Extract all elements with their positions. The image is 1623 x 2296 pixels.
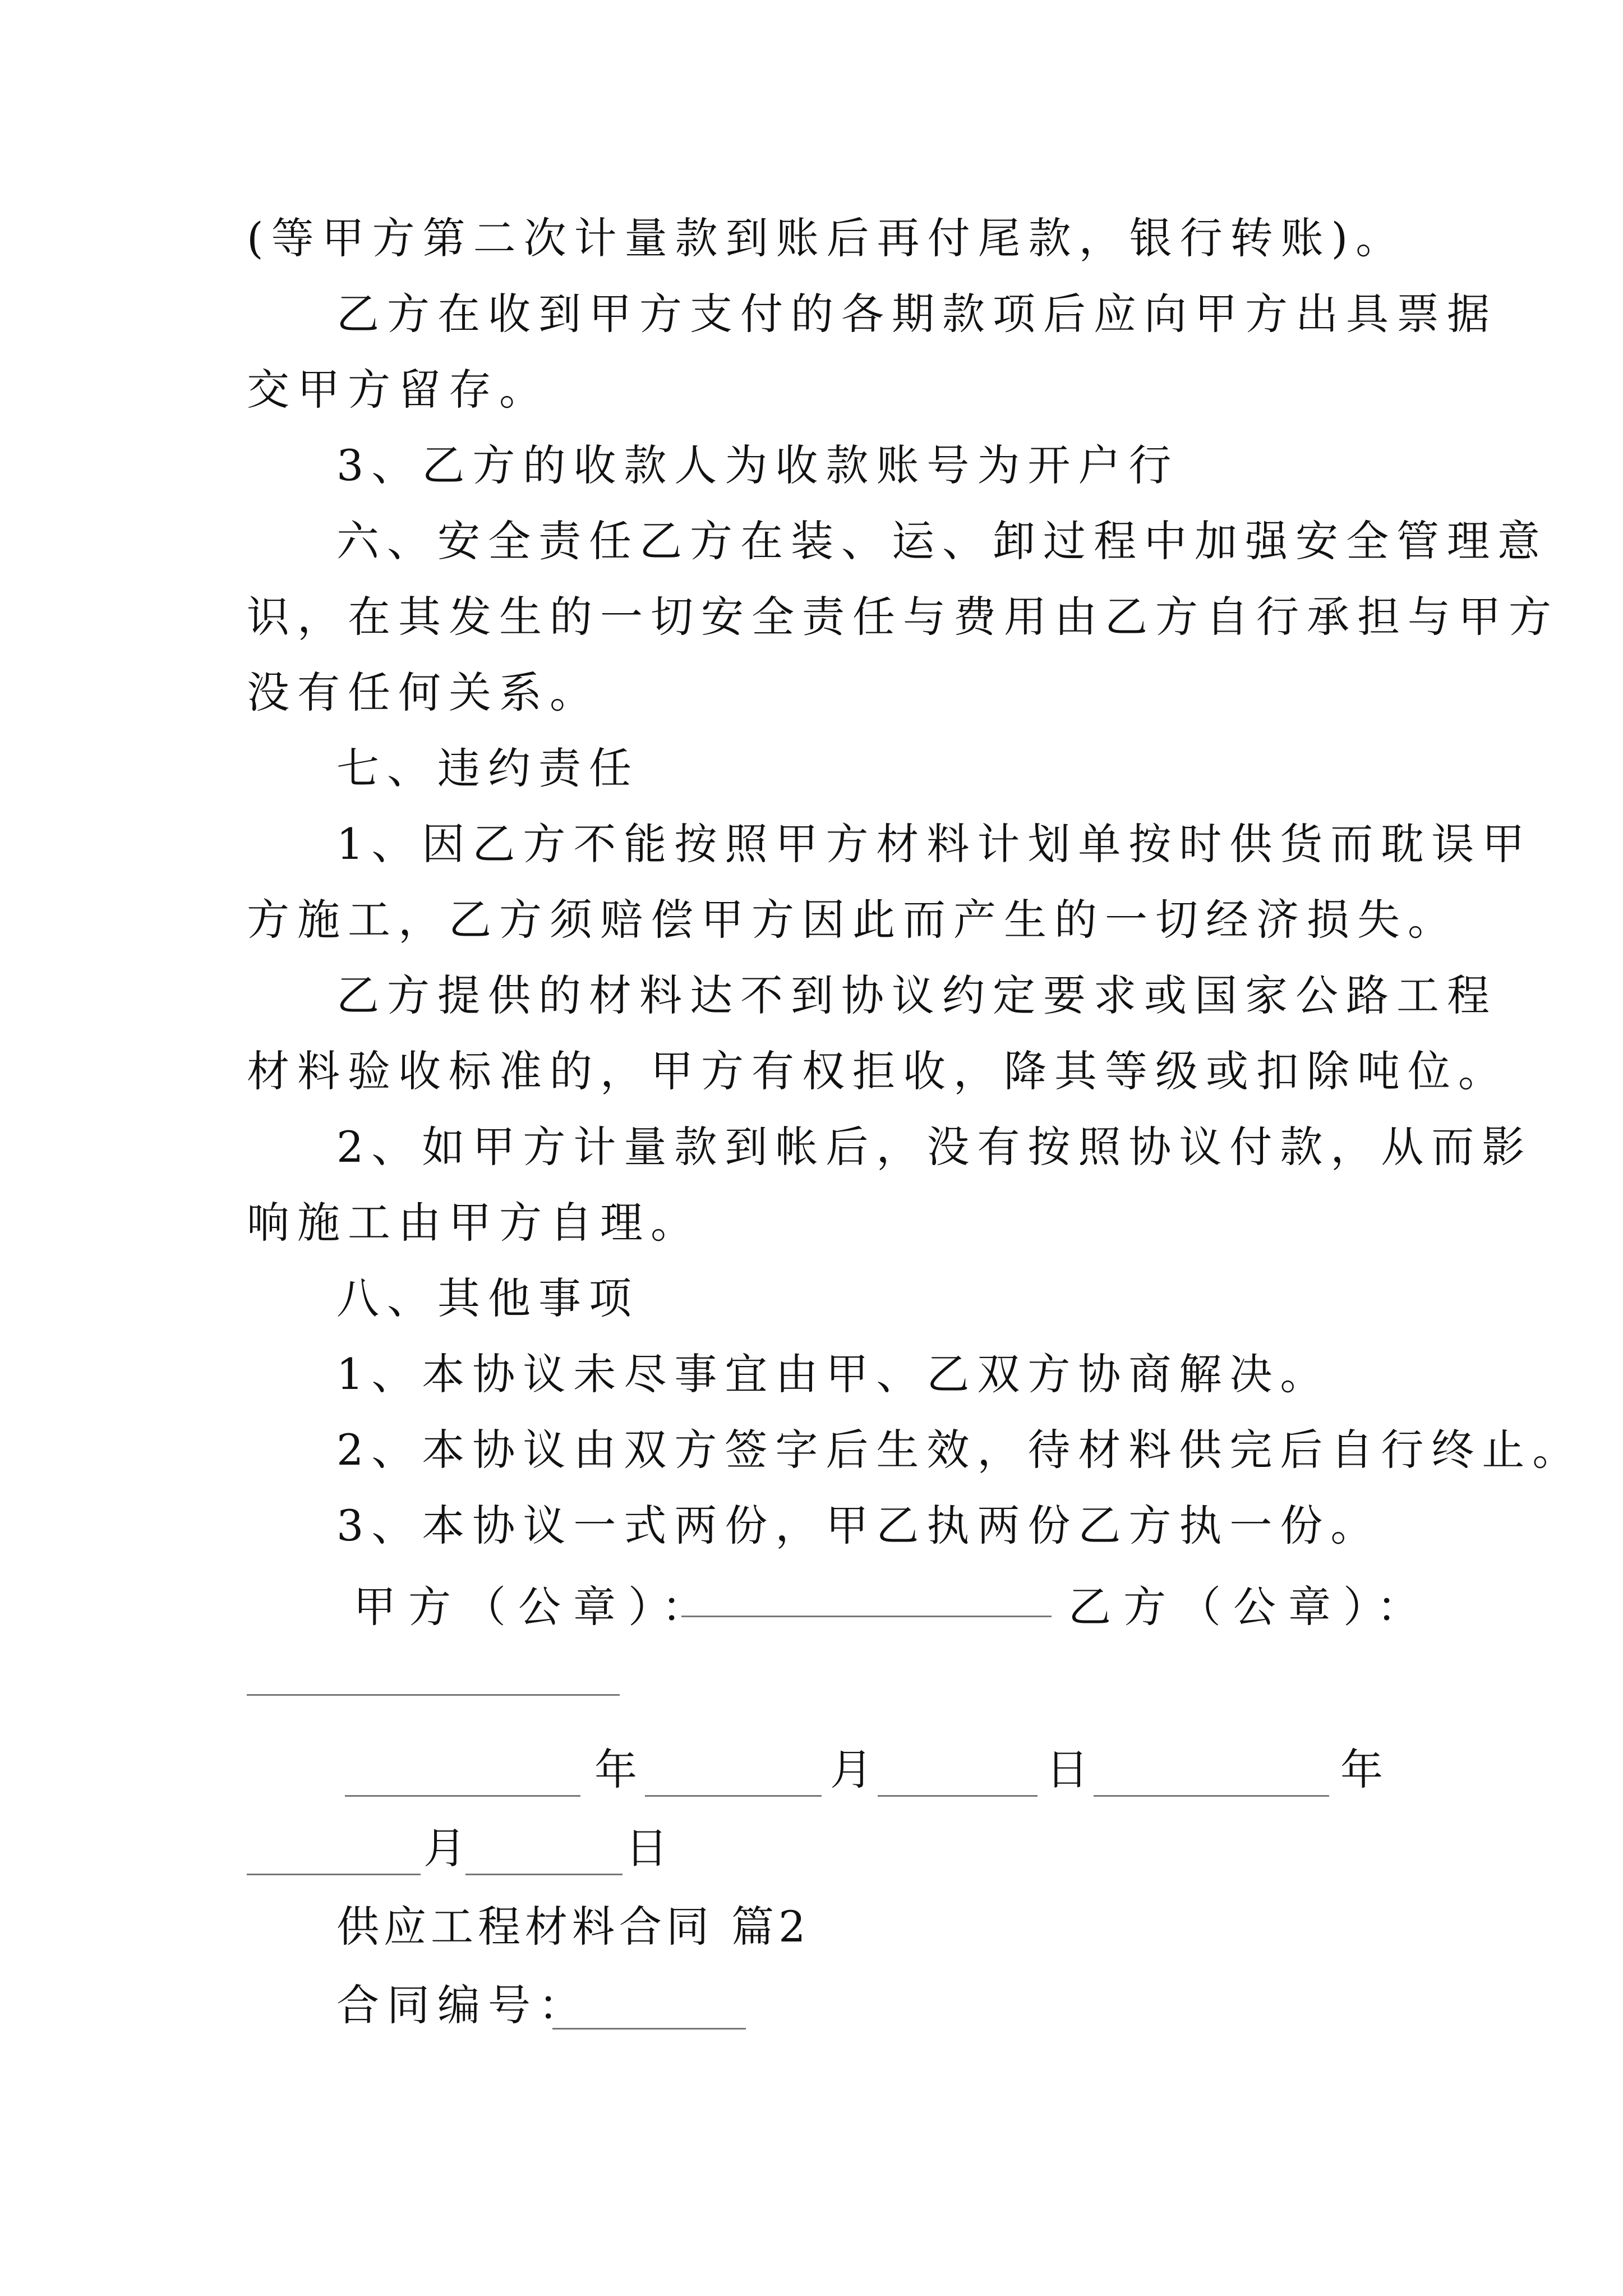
text-line: 乙方提供的材料达不到协议约定要求或国家公路工程 <box>336 970 1497 1020</box>
date-day-label-b: 日 <box>625 1823 680 1873</box>
date-day-label: 日 <box>1046 1745 1101 1795</box>
text-line: (等甲方第二次计量款到账后再付尾款，银行转账)。 <box>247 213 1407 263</box>
date-year-label: 年 <box>594 1745 649 1795</box>
party-b-signature-blank <box>247 1694 620 1696</box>
date-month-blank <box>645 1795 822 1797</box>
text-line: 1、本协议未尽事宜由甲、乙双方协商解决。 <box>336 1349 1331 1399</box>
text-line: 识，在其发生的一切安全责任与费用由乙方自行承担与甲方 <box>247 592 1559 642</box>
text-line: 3、本协议一式两份，甲乙执两份乙方执一份。 <box>336 1501 1381 1550</box>
text-line: 材料验收标准的，甲方有权拒收，降其等级或扣除吨位。 <box>247 1046 1509 1096</box>
party-a-signature-blank <box>681 1616 1052 1617</box>
section-heading: 八、其他事项 <box>336 1273 639 1323</box>
text-line: 乙方在收到甲方支付的各期款项后应向甲方出具票据 <box>336 289 1497 339</box>
text-line: 没有任何关系。 <box>247 668 600 717</box>
text-line: 2、如甲方计量款到帐后，没有按照协议付款，从而影 <box>336 1122 1533 1172</box>
date-year-blank-b <box>1094 1795 1329 1797</box>
date-month-label: 月 <box>830 1745 885 1795</box>
date-day-blank <box>878 1795 1038 1797</box>
text-line: 交甲方留存。 <box>247 365 550 415</box>
date-month-label-b: 月 <box>423 1823 478 1873</box>
date-year-blank <box>345 1795 580 1797</box>
date-month-blank-b <box>247 1874 421 1875</box>
next-section-title: 供应工程材料合同 篇2 <box>336 1902 810 1952</box>
text-line: 3、乙方的收款人为收款账号为开户行 <box>336 440 1179 490</box>
text-line: 1、因乙方不能按照甲方材料计划单按时供货而耽误甲 <box>336 819 1533 869</box>
contract-number-blank <box>552 2028 746 2030</box>
text-line: 2、本协议由双方签字后生效，待材料供完后自行终止。 <box>336 1425 1583 1475</box>
party-a-seal-label: 甲方（公章）： <box>353 1582 717 1632</box>
section-heading: 七、违约责任 <box>336 743 639 793</box>
text-line: 方施工，乙方须赔偿甲方因此而产生的一切经济损失。 <box>247 895 1458 945</box>
text-line: 响施工由甲方自理。 <box>247 1198 701 1248</box>
contract-number-label: 合同编号： <box>336 1980 589 2030</box>
date-day-blank-b <box>465 1874 623 1875</box>
date-year-label-b: 年 <box>1340 1745 1395 1795</box>
party-b-seal-label: 乙方（公章）： <box>1068 1582 1432 1632</box>
text-line: 六、安全责任乙方在装、运、卸过程中加强安全管理意 <box>336 516 1548 566</box>
